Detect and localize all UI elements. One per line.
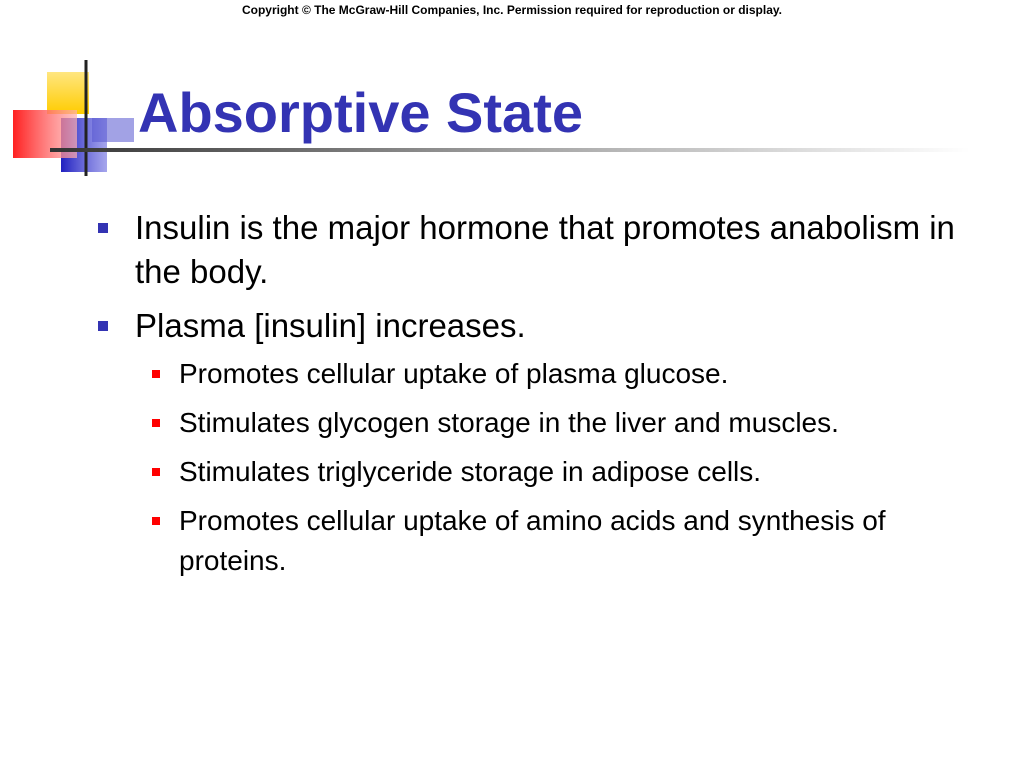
decorative-squares-logo (0, 0, 140, 180)
sub-bullet-item (95, 452, 995, 492)
sub-bullet-text: Promotes cellular uptake of plasma glucose. (179, 358, 729, 389)
slide-body (95, 206, 995, 590)
red-square-bullet-icon (152, 419, 160, 427)
red-square-bullet-icon (152, 370, 160, 378)
sub-bullet-text: Promotes cellular uptake of amino acids and synthesis of proteins. (179, 505, 886, 576)
title-underline (50, 148, 970, 153)
sub-bullet-item (95, 501, 995, 581)
sub-bullet-item (95, 354, 995, 394)
red-square-bullet-icon (152, 468, 160, 476)
sub-bullet-text: Stimulates triglyceride storage in adipose cells. (179, 456, 762, 487)
blue-square-bullet-icon (98, 223, 108, 233)
sub-bullet-text: Stimulates glycogen storage in the liver and muscles. (179, 407, 839, 438)
bullet-item (95, 304, 995, 348)
blue-square-bullet-icon (98, 321, 108, 331)
sub-bullet-item (95, 403, 995, 443)
bullet-text: Insulin is the major hormone that promotes anabolism in the body. (135, 209, 955, 290)
slide-title: Absorptive State (138, 81, 583, 144)
bullet-item (95, 206, 995, 294)
bullet-text: Plasma [insulin] increases. (135, 307, 526, 344)
copyright-notice: Copyright © The McGraw-Hill Companies, Inc. Permission required for reproduction or display. (241, 3, 783, 17)
red-square-bullet-icon (152, 517, 160, 525)
